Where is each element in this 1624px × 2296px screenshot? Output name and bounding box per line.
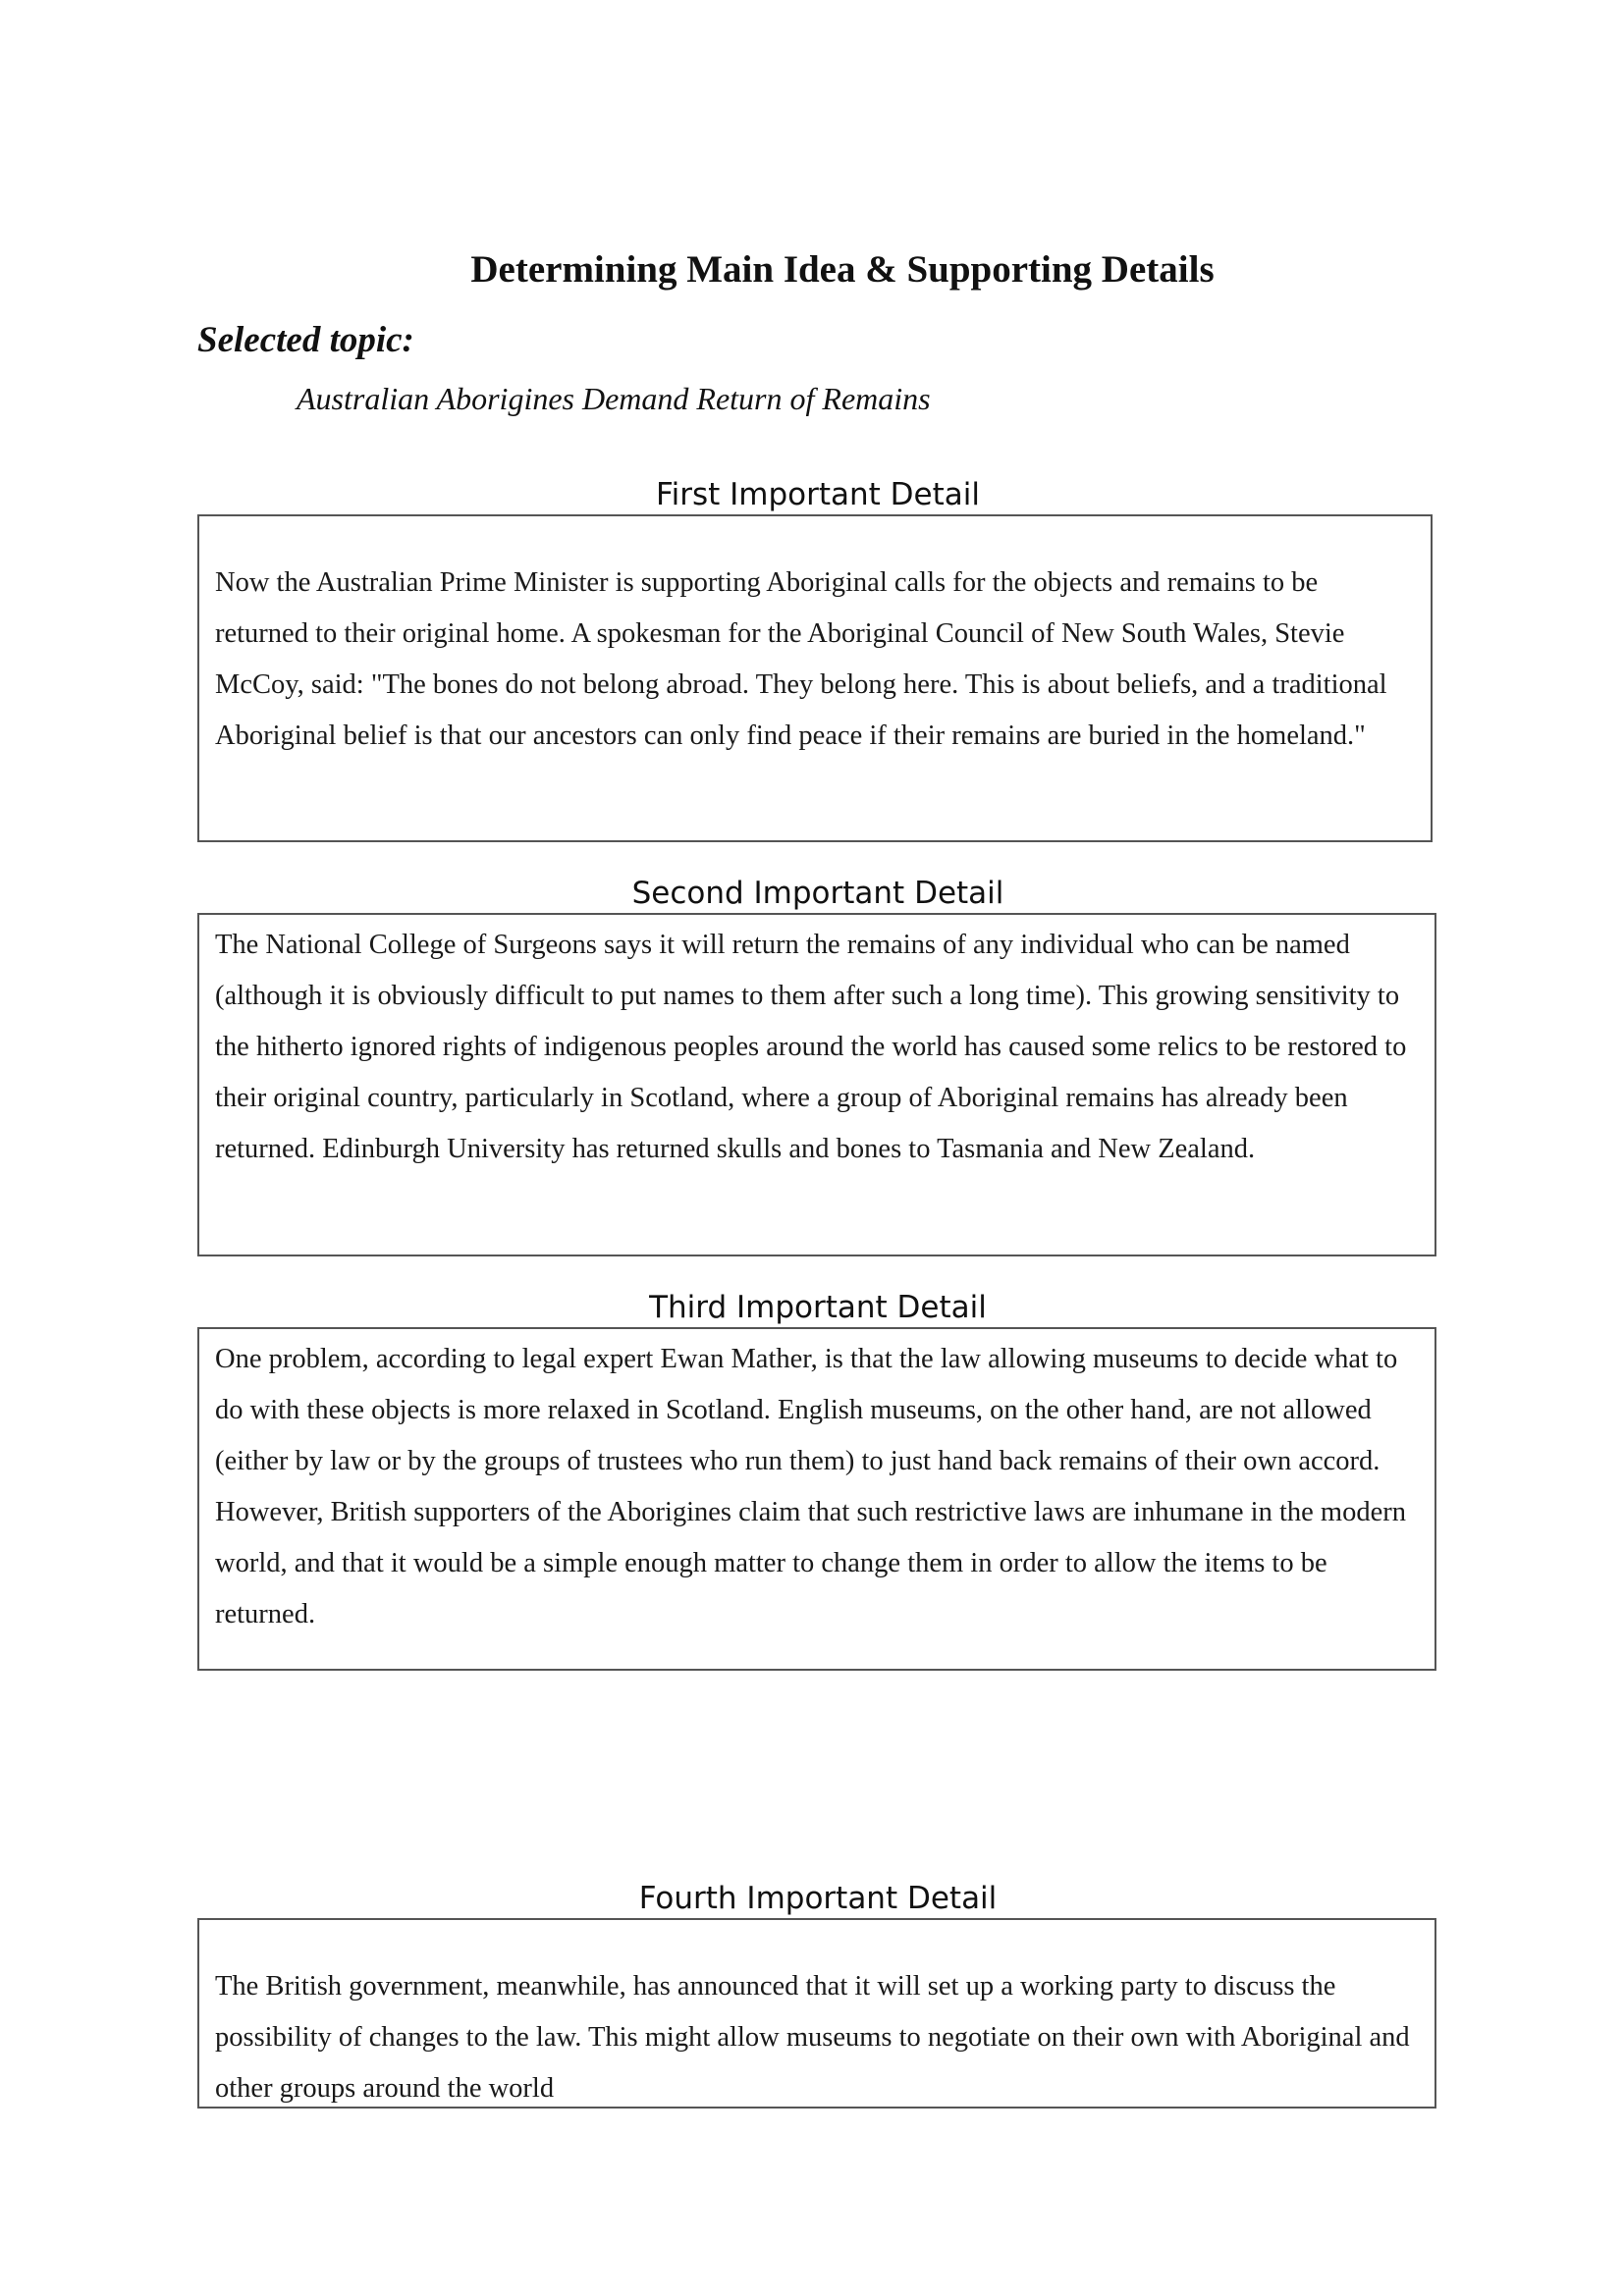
third-detail-text: One problem, according to legal expert Ewan Mather, is that the law allowing museums to decide what to do with these objects is more relaxed in Scotland. English museums, on the other hand, are not allowed (either by law or by the groups of trustees who run them) to just hand back remains of their own accord. However, British supporters of the Aborigines claim that such restrictive laws are inhumane in the modern world, and that it would be a simple enough matter to change them in order to allow the items to be returned.	[215, 1344, 1406, 1629]
topic-value: Australian Aborigines Demand Return of Remains	[297, 381, 931, 416]
fourth-detail-box	[197, 1918, 1436, 2109]
fourth-detail-heading: Fourth Important Detail	[638, 1881, 998, 1916]
topic-label: Selected topic:	[197, 320, 414, 360]
fourth-detail-text: The British government, meanwhile, has announced that it will set up a working party to discuss the possibility of changes to the law. This might allow museums to negotiate on their own with Aboriginal and other groups around the world	[215, 1971, 1410, 2104]
third-detail-heading: Third Important Detail	[649, 1290, 987, 1325]
second-detail-text: The National College of Surgeons says it will return the remains of any individual who can be named (although it is obviously difficult to put names to them after such a long time). This growing sensitivity to the hitherto ignored rights of indigenous peoples around the world has caused some relics to be restored to their original country, particularly in Scotland, where a group of Aboriginal remains has already been returned. Edinburgh University has returned skulls and bones to Tasmania and New Zealand.	[215, 930, 1407, 1164]
second-detail-heading: Second Important Detail	[631, 876, 1004, 911]
first-detail-box	[197, 514, 1433, 842]
third-detail-box	[197, 1327, 1436, 1671]
first-detail-heading: First Important Detail	[656, 477, 980, 512]
page-title: Determining Main Idea & Supporting Details	[470, 248, 1215, 291]
first-detail-text: Now the Australian Prime Minister is supporting Aboriginal calls for the objects and remains to be returned to their original home. A spokesman for the Aboriginal Council of New South Wales, Stevie McCoy, said: "The bones do not belong abroad. They belong here. This is about beliefs, and a traditional Aboriginal belief is that our ancestors can only find peace if their remains are buried in the homeland."	[215, 567, 1387, 751]
second-detail-box	[197, 913, 1436, 1256]
